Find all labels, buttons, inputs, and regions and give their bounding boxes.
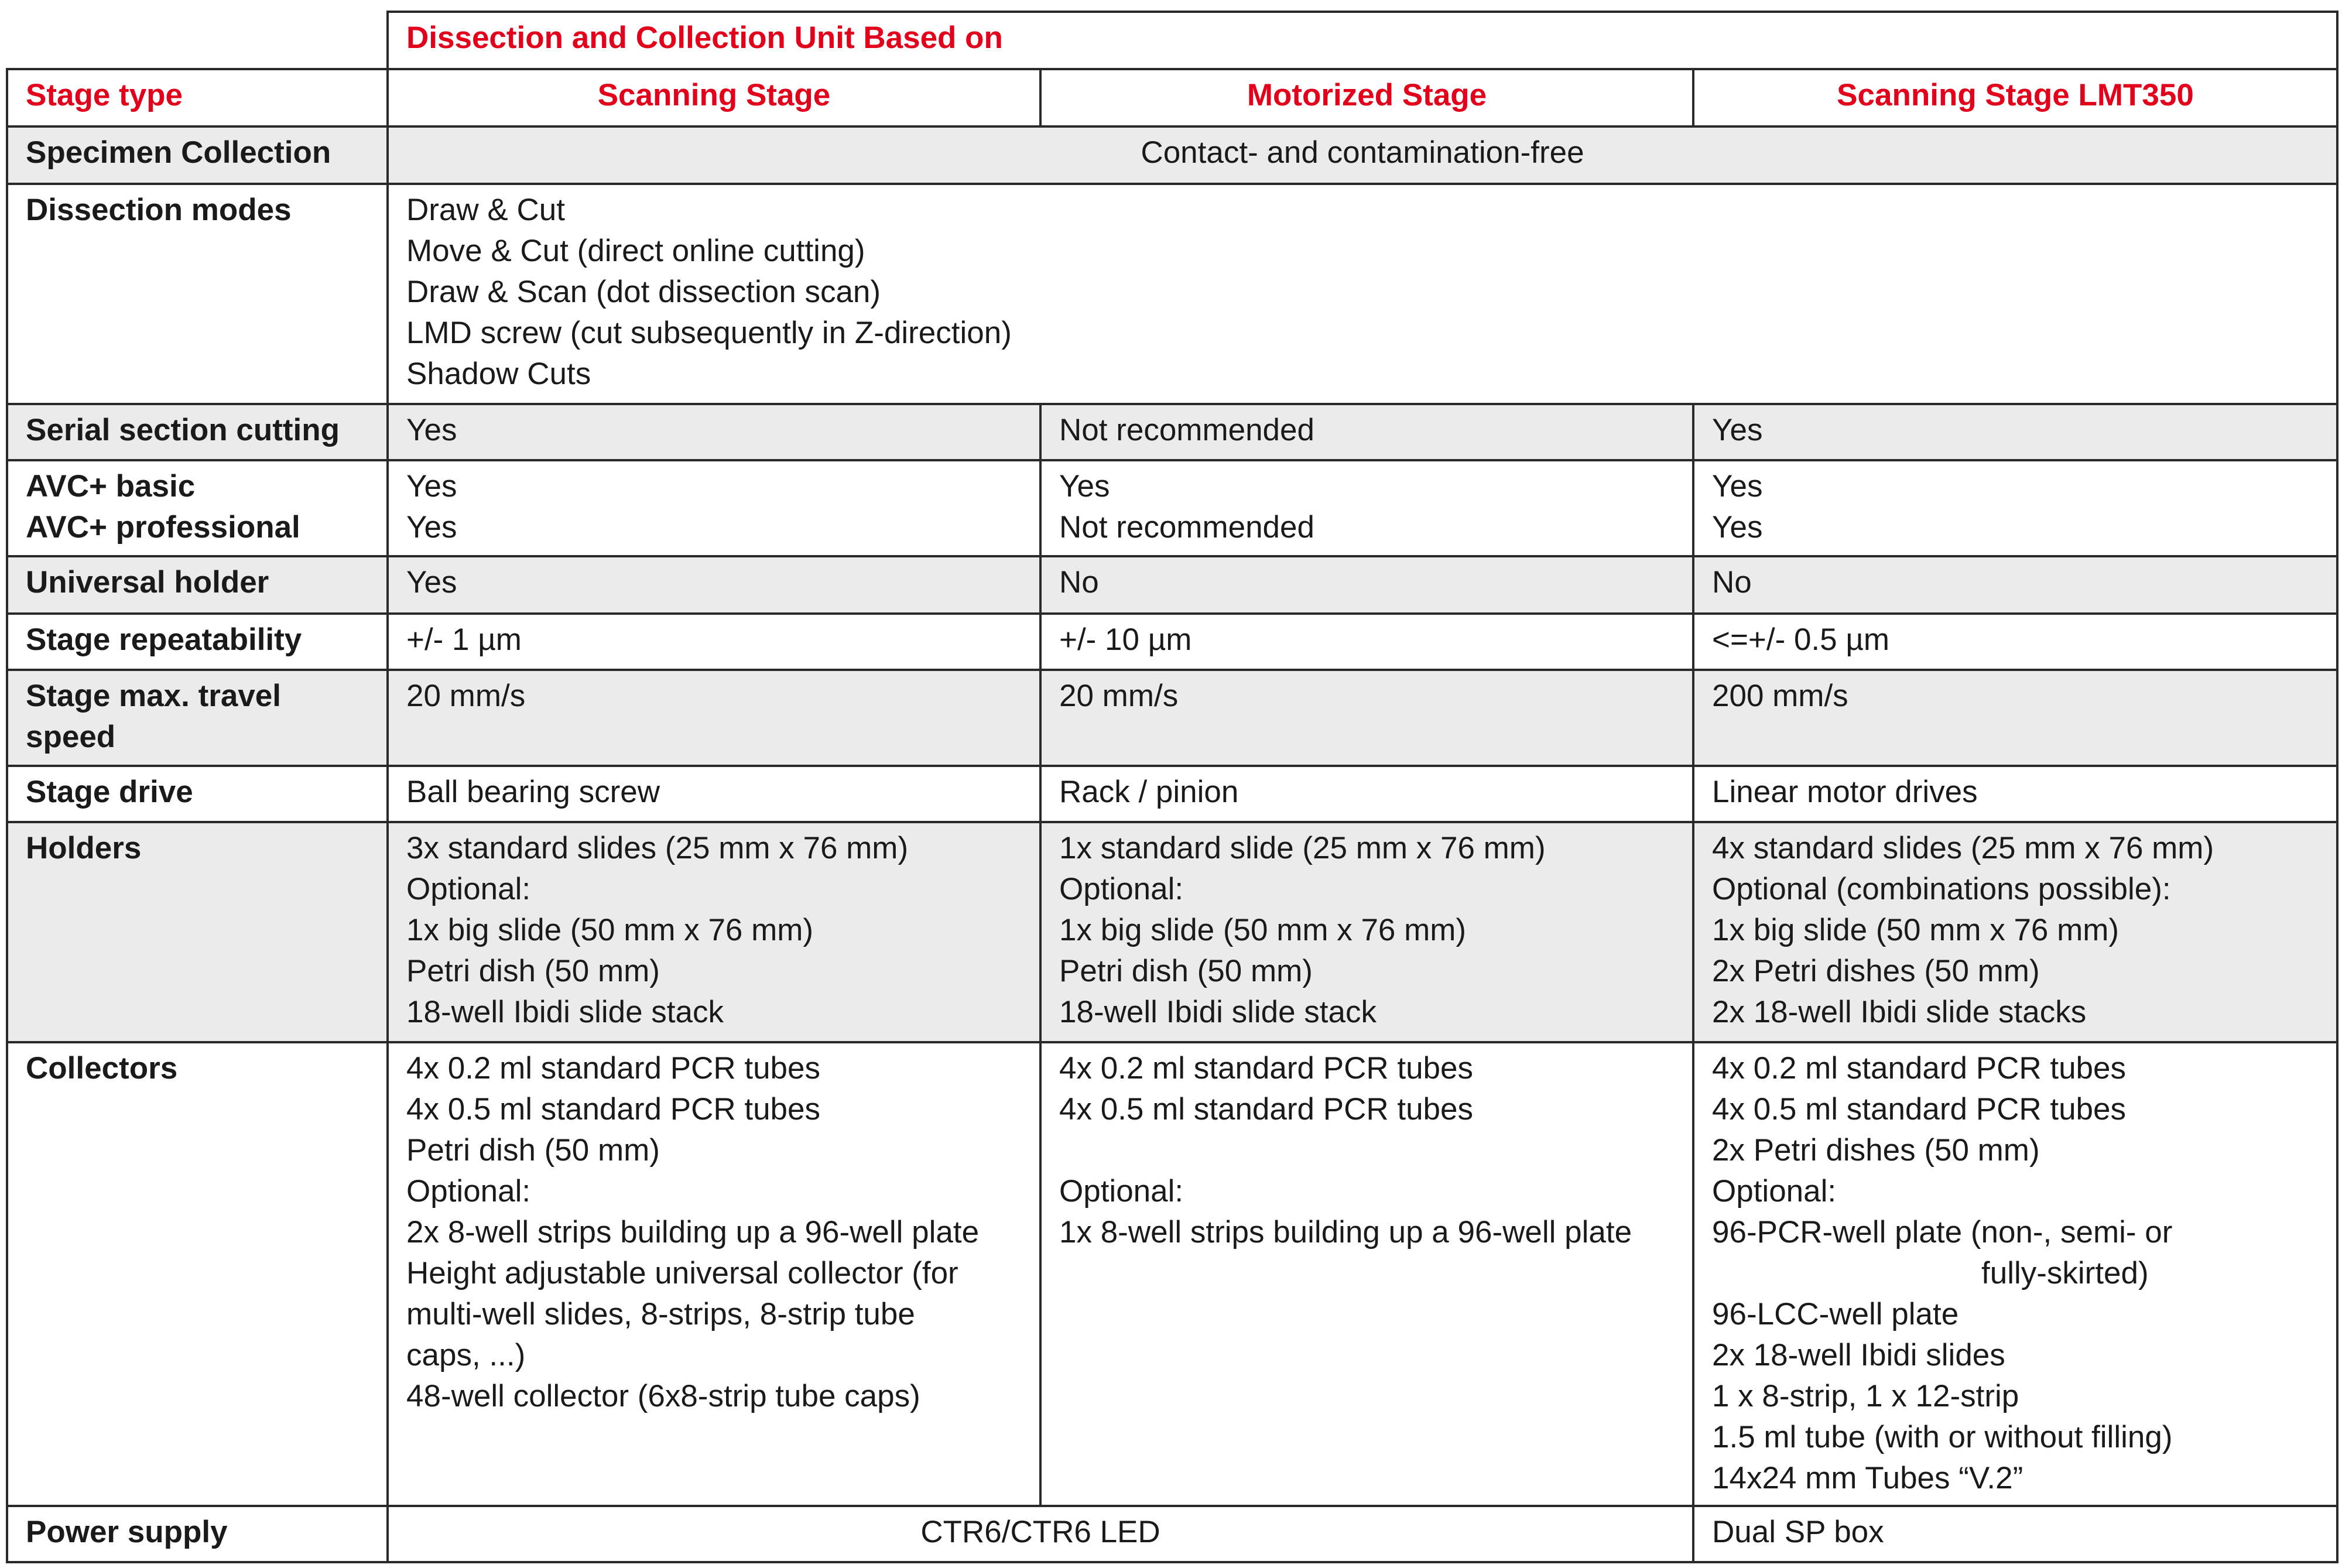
table-row-stage-drive [7,766,2337,822]
row-label-universal-holder: Universal holder [7,556,388,614]
row-label-stage-repeatability: Stage repeatability [7,614,388,670]
collector-item: 96-LCC-well plate [1712,1297,1959,1331]
avc-professional-value: Yes [406,510,457,545]
stage-type-row [7,69,2337,126]
column-header-motorized-stage: Motorized Stage [1040,69,1693,126]
holder-item: 18-well Ibidi slide stack [406,995,724,1029]
collector-item: Optional: [406,1174,531,1208]
serial-value-lmt350: Yes [1693,404,2337,460]
serial-value-motorized: Not recommended [1040,404,1693,460]
holder-item: 1x standard slide (25 mm x 76 mm) [1059,831,1546,865]
row-label-holders: Holders [7,822,388,1042]
speed-value-motorized: 20 mm/s [1040,670,1693,766]
column-header-scanning-stage: Scanning Stage [388,69,1040,126]
collectors-value-scanning [388,1042,1040,1506]
dissection-mode-item: Shadow Cuts [406,357,591,391]
spec-table-container [6,11,2338,1563]
collector-item: 2x 18-well Ibidi slides [1712,1338,2005,1372]
row-label-avc [7,460,388,556]
collector-item: Optional: [1712,1174,1837,1208]
collector-item: 4x 0.2 ml standard PCR tubes [406,1051,821,1086]
table-row-serial-section-cutting [7,404,2337,460]
collector-item: caps, ...) [406,1338,526,1372]
table-row-collectors [7,1042,2337,1506]
holder-item: Petri dish (50 mm) [406,954,660,988]
collector-item: multi-well slides, 8-strips, 8-strip tube [406,1297,915,1331]
collector-item: 4x 0.5 ml standard PCR tubes [1712,1092,2127,1127]
drive-value-scanning: Ball bearing screw [388,766,1040,822]
dissection-mode-item: LMD screw (cut subsequently in Z-direction) [406,316,1012,350]
holder-item: 18-well Ibidi slide stack [1059,995,1377,1029]
row-label-stage-max-travel-speed [7,670,388,766]
repeatability-value-motorized: +/- 10 µm [1040,614,1693,670]
holder-item: Optional (combinations possible): [1712,872,2171,906]
stage-type-label: Stage type [7,69,388,126]
column-header-scanning-stage-lmt350: Scanning Stage LMT350 [1693,69,2337,126]
table-row-dissection-modes [7,184,2337,404]
collector-item: 1.5 ml tube (with or without filling) [1712,1420,2173,1454]
avc-professional-value: Not recommended [1059,510,1314,545]
collector-item: 2x 8-well strips building up a 96-well plate [406,1215,980,1249]
row-label-stage-drive: Stage drive [7,766,388,822]
universal-value-motorized: No [1040,556,1693,614]
holders-value-scanning [388,822,1040,1042]
holder-item: 2x 18-well Ibidi slide stacks [1712,995,2087,1029]
collector-item: Height adjustable universal collector (for [406,1256,958,1290]
holder-item: Optional: [1059,872,1184,906]
avc-basic-value: Yes [406,469,457,504]
speed-value-scanning: 20 mm/s [388,670,1040,766]
holder-item: 3x standard slides (25 mm x 76 mm) [406,831,909,865]
table-row-stage-max-travel-speed [7,670,2337,766]
collector-item: 48-well collector (6x8-strip tube caps) [406,1379,920,1413]
banner-row [7,12,2337,69]
specimen-collection-value: Contact- and contamination-free [388,126,2337,184]
row-label-dissection-modes: Dissection modes [7,184,388,404]
table-row-avc [7,460,2337,556]
collectors-value-motorized [1040,1042,1693,1506]
drive-value-lmt350: Linear motor drives [1693,766,2337,822]
collector-item: 14x24 mm Tubes “V.2” [1712,1461,2023,1495]
table-row-holders [7,822,2337,1042]
row-label-line: Stage max. travel [26,679,282,713]
avc-value-scanning [388,460,1040,556]
collector-item: 4x 0.2 ml standard PCR tubes [1059,1051,1474,1086]
avc-value-motorized [1040,460,1693,556]
avc-basic-value: Yes [1059,469,1110,504]
avc-value-lmt350 [1693,460,2337,556]
drive-value-motorized: Rack / pinion [1040,766,1693,822]
collector-item-continuation: fully-skirted) [1981,1256,2149,1290]
dissection-mode-item: Draw & Cut [406,193,565,227]
row-label-power-supply: Power supply [7,1506,388,1562]
dissection-mode-item: Move & Cut (direct online cutting) [406,234,865,268]
holder-item: 1x big slide (50 mm x 76 mm) [406,913,814,947]
dissection-modes-value [388,184,2337,404]
spec-table [6,11,2338,1563]
collector-item: 96-PCR-well plate (non-, semi- or [1712,1215,2173,1249]
repeatability-value-scanning: +/- 1 µm [388,614,1040,670]
collector-item: Petri dish (50 mm) [406,1133,660,1168]
holder-item: 2x Petri dishes (50 mm) [1712,954,2040,988]
row-label-avc-professional: AVC+ professional [26,510,300,545]
table-row-power-supply [7,1506,2337,1562]
collector-item: 4x 0.2 ml standard PCR tubes [1712,1051,2127,1086]
row-label-line: speed [26,720,116,754]
serial-value-scanning: Yes [388,404,1040,460]
holders-value-lmt350 [1693,822,2337,1042]
holder-item: 1x big slide (50 mm x 76 mm) [1059,913,1467,947]
avc-basic-value: Yes [1712,469,1763,504]
holder-item: 4x standard slides (25 mm x 76 mm) [1712,831,2214,865]
row-label-specimen-collection: Specimen Collection [7,126,388,184]
universal-value-lmt350: No [1693,556,2337,614]
collector-item: Optional: [1059,1174,1184,1208]
blank-corner-cell [7,12,388,69]
collector-item: 1x 8-well strips building up a 96-well plate [1059,1215,1632,1249]
dissection-mode-item: Draw & Scan (dot dissection scan) [406,275,881,309]
power-value-lmt350: Dual SP box [1693,1506,2337,1562]
holder-item: Petri dish (50 mm) [1059,954,1313,988]
collector-item: 2x Petri dishes (50 mm) [1712,1133,2040,1168]
holder-item: 1x big slide (50 mm x 76 mm) [1712,913,2120,947]
repeatability-value-lmt350: <=+/- 0.5 µm [1693,614,2337,670]
collectors-value-lmt350 [1693,1042,2337,1506]
table-row-universal-holder [7,556,2337,614]
row-label-avc-basic: AVC+ basic [26,469,196,504]
table-row-stage-repeatability [7,614,2337,670]
collector-spacer [1059,1130,1675,1171]
avc-professional-value: Yes [1712,510,1763,545]
banner-cell: Dissection and Collection Unit Based on [388,12,2337,69]
holders-value-motorized [1040,822,1693,1042]
collector-item: 1 x 8-strip, 1 x 12-strip [1712,1379,2019,1413]
row-label-collectors: Collectors [7,1042,388,1506]
table-row-specimen-collection [7,126,2337,184]
holder-item: Optional: [406,872,531,906]
collector-item: 4x 0.5 ml standard PCR tubes [406,1092,821,1127]
universal-value-scanning: Yes [388,556,1040,614]
row-label-serial-section-cutting: Serial section cutting [7,404,388,460]
collector-item: 4x 0.5 ml standard PCR tubes [1059,1092,1474,1127]
speed-value-lmt350: 200 mm/s [1693,670,2337,766]
power-value-scanning-motorized: CTR6/CTR6 LED [388,1506,1693,1562]
